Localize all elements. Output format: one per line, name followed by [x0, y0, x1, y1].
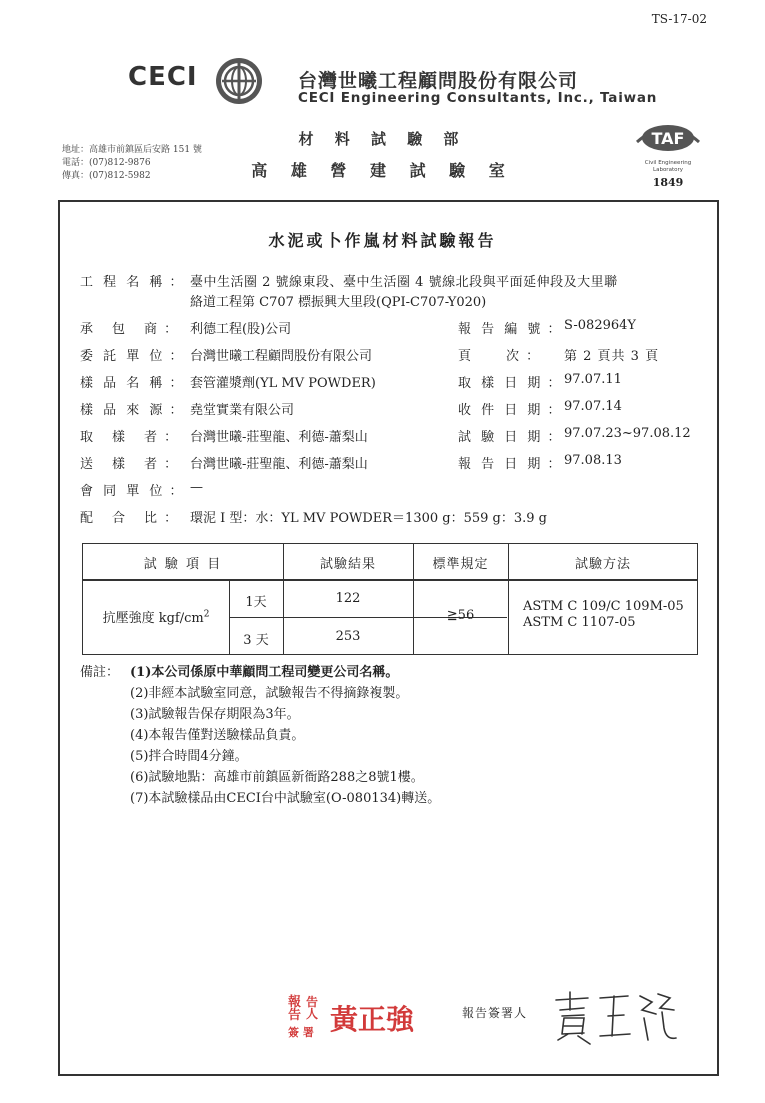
- standard-value: ≧56: [446, 608, 475, 623]
- phone: 電話：(07)812-9876: [62, 158, 151, 168]
- page-label: 頁 次 ：: [458, 349, 540, 364]
- age-1-day: 1天: [245, 595, 267, 610]
- taf-number: 1849: [652, 176, 684, 189]
- sample-source-label: 樣 品 來 源 ：: [80, 403, 183, 418]
- page-value: 第 2 頁共 3 頁: [564, 349, 660, 364]
- handwritten-signature: [548, 988, 678, 1048]
- test-item-name: 抗壓強度 kgf/$cm^2$: [102, 609, 210, 626]
- note-item: (1)本公司係原中華顧問工程司變更公司名稱。: [130, 665, 399, 680]
- sample-name-label: 樣 品 名 稱 ：: [80, 376, 183, 391]
- signer-label: 報告簽署人: [462, 1006, 528, 1020]
- sample-name-value: 套管灌漿劑(YL MV POWDER): [190, 376, 376, 391]
- sampling-date-value: 97.07.11: [564, 372, 622, 387]
- sample-source-value: 堯堂實業有限公司: [190, 403, 295, 418]
- sampling-date-label: 取 樣 日 期 ：: [458, 376, 561, 391]
- report-no-label: 報 告 編 號 ：: [458, 322, 561, 337]
- note-item: (4)本報告僅對送驗樣品負責。: [130, 728, 305, 743]
- receipt-date-value: 97.07.14: [564, 399, 622, 414]
- report-date-value: 97.08.13: [564, 453, 622, 468]
- client-label: 委 託 單 位 ：: [80, 349, 183, 364]
- stamp-name: 黃正強: [330, 1003, 415, 1036]
- company-name-zh: 台灣世曦工程顧問股份有限公司: [298, 70, 579, 92]
- witness-value: —: [190, 480, 203, 495]
- note-item: (7)本試驗樣品由CECI台中試驗室(O-080134)轉送。: [130, 791, 441, 806]
- results-table: [82, 543, 698, 655]
- taf-line1: Civil Engineering: [644, 160, 692, 166]
- note-item: (2)非經本試驗室同意，試驗報告不得摘錄複製。: [130, 686, 409, 701]
- method-line1: ASTM C 109/C 109M-05: [523, 599, 684, 614]
- age-3-day: 3 天: [243, 633, 269, 648]
- header-test-item: 試 驗 項 目: [143, 557, 223, 572]
- report-no-value: S-082964Y: [564, 318, 636, 333]
- test-date-label: 試 驗 日 期 ：: [458, 430, 561, 445]
- header-test-method: 試驗方法: [574, 557, 631, 572]
- contractor-value: 利德工程(股)公司: [190, 322, 292, 337]
- report-date-label: 報 告 日 期 ：: [458, 457, 561, 472]
- header-standard: 標準規定: [432, 557, 489, 572]
- result-1-day: 122: [335, 591, 361, 606]
- note-item: (6)試驗地點：高雄市前鎮區新衙路288之8號1樓。: [130, 770, 424, 785]
- globe-icon: [214, 56, 264, 106]
- taf-logo-text: TAF: [651, 129, 685, 148]
- laboratory: 高 雄 營 建 試 驗 室: [251, 161, 514, 180]
- fax: 傳真：(07)812-5982: [62, 171, 151, 181]
- note-item: (5)拌合時間4分鐘。: [130, 749, 248, 764]
- sender-label: 送 樣 者 ：: [80, 457, 178, 472]
- notes-prefix: 備註：: [80, 665, 120, 680]
- test-date-value: 97.07.23~97.08.12: [564, 426, 691, 441]
- contractor-label: 承 包 商 ：: [80, 322, 178, 337]
- taf-accreditation: [628, 112, 708, 198]
- department: 材 料 試 驗 部: [298, 130, 467, 148]
- project-name-line1: 臺中生活圈 2 號線東段、臺中生活圈 4 號線北段與平面延伸段及大里聯: [190, 275, 618, 290]
- project-label: 工 程 名 稱 ：: [80, 275, 183, 290]
- header-test-result: 試驗結果: [319, 557, 376, 572]
- logo-text: CECI: [128, 62, 198, 92]
- note-item: (3)試驗報告保存期限為3年。: [130, 707, 300, 722]
- ceci-logo: [128, 56, 278, 110]
- stamp-small-text: 簽 署: [288, 1026, 314, 1039]
- taf-line2: Laboratory: [653, 167, 683, 173]
- sampler-label: 取 樣 者 ：: [80, 430, 178, 445]
- mix-label: 配 合 比 ：: [80, 511, 178, 526]
- form-code: TS-17-02: [651, 12, 707, 26]
- stamp-mid-text: 告人: [306, 995, 319, 1021]
- result-3-day: 253: [335, 629, 361, 644]
- client-value: 台灣世曦工程顧問股份有限公司: [190, 349, 373, 364]
- witness-label: 會 同 單 位 ：: [80, 484, 183, 499]
- address: 地址：高雄市前鎮區后安路 151 號: [62, 145, 202, 155]
- sender-value: 台灣世曦-莊聖龍、利德-蕭梨山: [190, 457, 368, 472]
- receipt-date-label: 收 件 日 期 ：: [458, 403, 561, 418]
- stamp-left-text: 報告: [288, 995, 302, 1023]
- mix-value: 環泥 I 型：水：YL MV POWDER＝1300 g：559 g：3.9 g: [190, 511, 547, 526]
- report-title: 水泥或卜作嵐材料試驗報告: [268, 231, 497, 250]
- taf-logo-icon: [633, 112, 703, 156]
- table-divider: [83, 579, 697, 581]
- company-name-en: CECI Engineering Consultants, Inc., Taiwan: [298, 90, 658, 106]
- method-line2: ASTM C 1107-05: [523, 615, 636, 630]
- project-name-line2: 絡道工程第 C707 標振興大里段(QPI-C707-Y020): [190, 295, 487, 310]
- sampler-value: 台灣世曦-莊聖龍、利德-蕭梨山: [190, 430, 368, 445]
